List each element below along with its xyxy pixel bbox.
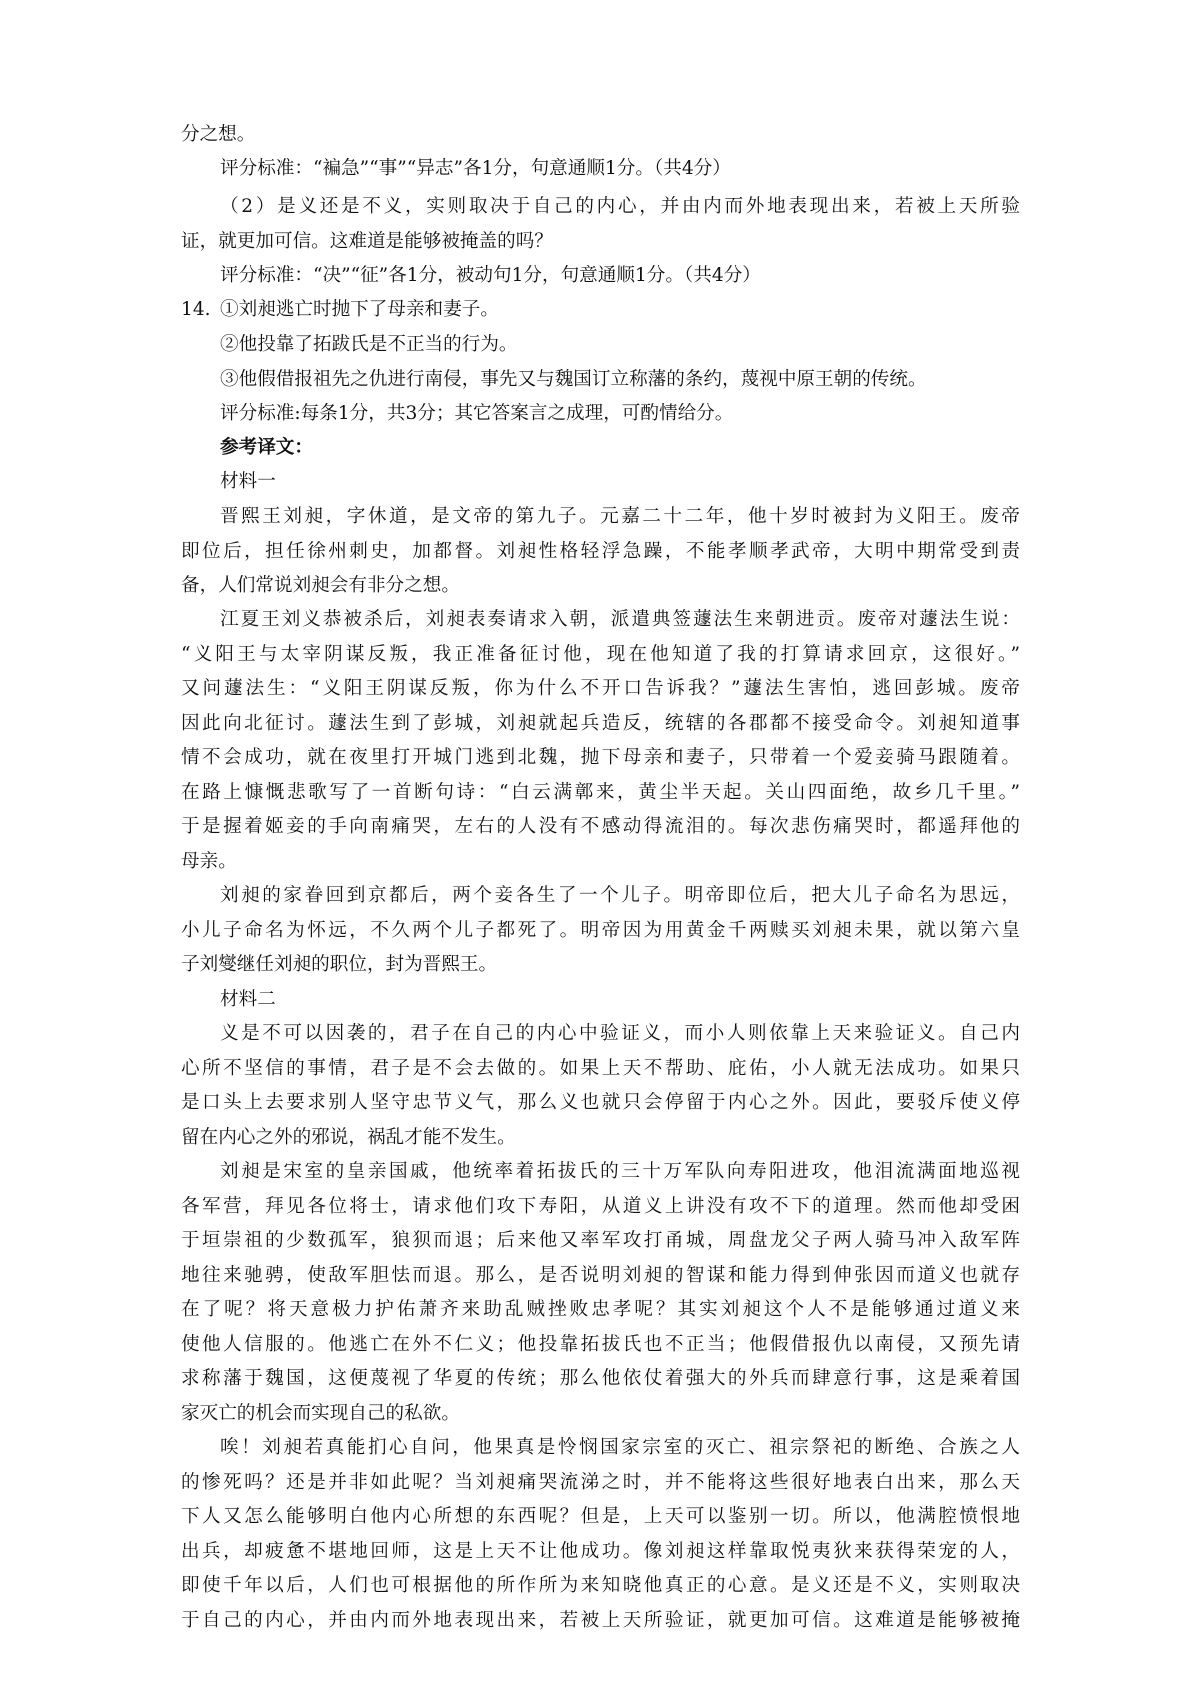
text-line: 在路上慷慨悲歌写了一首断句诗：“白云满鄣来，黄尘半天起。关山四面绝，故乡几千里。” (181, 782, 1020, 803)
text-line: （2）是义还是不义，实则取决于自己的内心，并由内而外地表现出来，若被上天所验 (220, 196, 1020, 217)
text-line: 各军营，拜见各位将士，请求他们攻下寿阳，从道义上讲没有攻不下的道理。然而他却受困 (181, 1196, 1020, 1217)
text-line: 刘昶的家眷回到京都后，两个妾各生了一个儿子。明帝即位后，把大儿子命名为思远， (220, 885, 1020, 906)
text-line: “义阳王与太宰阴谋反叛，我正准备征讨他，现在他知道了我的打算请求回京，这很好。” (181, 644, 1020, 665)
text-line: 地往来驰骋，使敌军胆怯而退。那么，是否说明刘昶的智谋和能力得到伸张因而道义也就存 (181, 1265, 1020, 1286)
text-line: 评分标准:每条1分，共3分；其它答案言之成理，可酌情给分。 (220, 403, 734, 424)
text-line: 因此向北征讨。蘧法生到了彭城，刘昶就起兵造反，统辖的各郡都不接受命令。刘昶知道事 (181, 713, 1020, 734)
text-line: 出兵，却疲惫不堪地回师，这是上天不让他成功。像刘昶这样靠取悦夷狄来获得荣宠的人， (181, 1541, 1020, 1562)
text-line: 评分标准：“褊急”“事”“异志”各1分，句意通顺1分。（共4分） (220, 158, 731, 179)
text-line: 分之想。 (181, 124, 256, 145)
text-line: 材料一 (220, 471, 276, 492)
text-line: 刘昶是宋室的皇亲国戚，他统率着拓拔氏的三十万军队向寿阳进攻，他泪流满面地巡视 (220, 1161, 1020, 1182)
text-line: 江夏王刘义恭被杀后，刘昶表奏请求入朝，派遣典签蘧法生来朝进贡。废帝对蘧法生说： (220, 609, 1020, 630)
text-line: 在了呢？将天意极力护佑萧齐来助乱贼挫败忠孝呢？其实刘昶这个人不是能够通过道义来 (181, 1299, 1020, 1320)
text-line: 家灭亡的机会而实现自己的私欲。 (181, 1403, 460, 1424)
text-line: 唉！刘昶若真能扪心自问，他果真是怜悯国家宗室的灭亡、祖宗祭祀的断绝、合族之人 (220, 1437, 1020, 1458)
text-line: 即位后，担任徐州刺史，加都督。刘昶性格轻浮急躁，不能孝顺孝武帝，大明中期常受到责 (181, 541, 1020, 562)
text-line: 晋熙王刘昶，字休道，是文帝的第九子。元嘉二十二年，他十岁时被封为义阳王。废帝 (220, 506, 1020, 527)
text-line: 材料二 (220, 989, 276, 1010)
text-line: 备，人们常说刘昶会有非分之想。 (181, 575, 460, 596)
text-line: 参考译文： (220, 437, 313, 458)
text-line: 求称藩于魏国，这便蔑视了华夏的传统；那么他依仗着强大的外兵而肆意行事，这是乘着国 (181, 1368, 1020, 1389)
text-line: 于是握着姬妾的手向南痛哭，左右的人没有不感动得流泪的。每次悲伤痛哭时，都遥拜他的 (181, 816, 1020, 837)
text-line: ③他假借报祖先之仇进行南侵，事先又与魏国订立称藩的条约，蔑视中原王朝的传统。 (220, 369, 927, 390)
text-line: 小儿子命名为怀远，不久两个儿子都死了。明帝因为用黄金千两赎买刘昶未果，就以第六皇 (181, 920, 1020, 941)
text-line: 是口头上去要求别人坚守忠节义气，那么义也就只会停留于内心之外。因此，要驳斥使义停 (181, 1092, 1020, 1113)
text-line: 评分标准：“决”“征”各1分，被动句1分，句意通顺1分。（共4分） (220, 265, 761, 286)
text-line: 母亲。 (181, 851, 237, 872)
text-line: 义是不可以因袭的，君子在自己的内心中验证义，而小人则依靠上天来验证义。自己内 (220, 1023, 1020, 1044)
text-line: 即使千年以后，人们也可根据他的所作所为来知晓他真正的心意。是义还是不义，实则取决 (181, 1575, 1020, 1596)
text-line: 情不会成功，就在夜里打开城门逃到北魏，抛下母亲和妻子，只带着一个爱妾骑马跟随着。 (181, 747, 1020, 768)
text-line: 证，就更加可信。这难道是能够被掩盖的吗？ (181, 231, 553, 252)
text-line: 使他人信服的。他逃亡在外不仁义；他投靠拓拔氏也不正当；他假借报仇以南侵，又预先请 (181, 1334, 1020, 1355)
text-line: 于垣崇祖的少数孤军，狼狈而退；后来他又率军攻打甬城，周盘龙父子两人骑马冲入敌军阵 (181, 1230, 1020, 1251)
text-line: ②他投靠了拓跋氏是不正当的行为。 (220, 334, 518, 355)
text-line: 又问蘧法生：“义阳王阴谋反叛，你为什么不开口告诉我？”蘧法生害怕，逃回彭城。废帝 (181, 678, 1020, 699)
text-line: 子刘燮继任刘昶的职位，封为晋熙王。 (181, 954, 498, 975)
text-line: 留在内心之外的邪说，祸乱才能不发生。 (181, 1127, 516, 1148)
text-line: ①刘昶逃亡时抛下了母亲和妻子。 (220, 299, 499, 320)
text-line: 的惨死吗？还是并非如此呢？当刘昶痛哭流涕之时，并不能将这些很好地表白出来，那么天 (181, 1472, 1020, 1493)
text-line: 于自己的内心，并由内而外地表现出来，若被上天所验证，就更加可信。这难道是能够被掩 (181, 1610, 1020, 1631)
text-line: 下人又怎么能够明白他内心所想的东西呢？但是，上天可以鉴别一切。所以，他满腔愤恨地 (181, 1506, 1020, 1527)
text-line: 心所不坚信的事情，君子是不会去做的。如果上天不帮助、庇佑，小人就无法成功。如果只 (181, 1058, 1020, 1079)
list-number: 14. (181, 299, 211, 320)
